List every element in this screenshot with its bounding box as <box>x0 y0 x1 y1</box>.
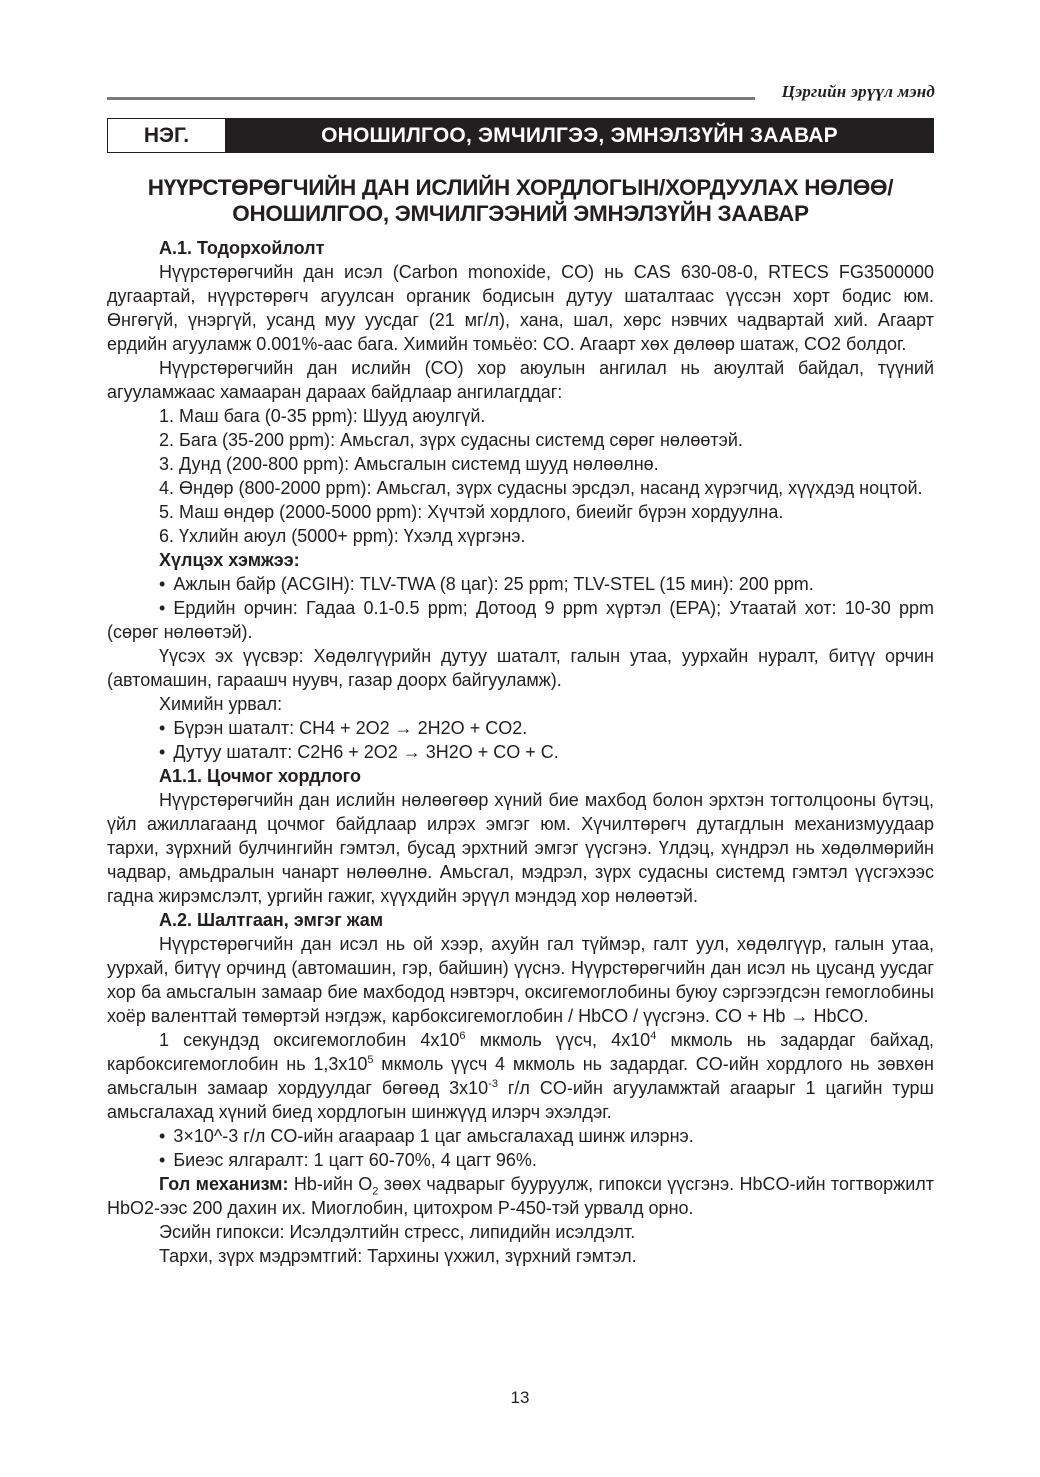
bullet-item-environment: • Ердийн орчин: Гадаа 0.1-0.5 ppm; Дотоод 9 ppm хүртэл (EPA); Утаатай хот: 10-30 ppm (сөрөг нөлөөтэй). <box>107 596 934 644</box>
list-item-level-2: 2. Бага (35-200 ppm): Амьсгал, зүрх судасны системд сөрөг нөлөөтэй. <box>159 430 743 450</box>
bullet-icon <box>159 598 173 618</box>
bullet-item-elimination: • Биеэс ялгаралт: 1 цагт 60-70%, 4 цагт 96%. <box>107 1148 934 1172</box>
bullet-item-workplace: • Ажлын байр (ACGIH): TLV-TWA (8 цаг): 25 ppm; TLV-STEL (15 мин): 200 ppm. <box>107 572 934 596</box>
list-item-level-3: 3. Дунд (200-800 ppm): Амьсгалын системд шууд нөлөөлнө. <box>159 454 659 474</box>
paragraph-sensitive-organs: Тархи, зүрх мэдрэмтгий: Тархины үхжил, зүрхний гэмтэл. <box>159 1246 637 1266</box>
bullet-icon <box>159 574 173 594</box>
header-rule <box>107 97 755 100</box>
section-heading-a1: А.1. Тодорхойлолт <box>159 238 325 258</box>
page-number: 13 <box>510 1388 530 1407</box>
document-title-line2: ОНОШИЛГОО, ЭМЧИЛГЭЭНИЙ ЭМНЭЛЗҮЙН ЗААВАР <box>232 201 809 226</box>
bullet-icon <box>159 1150 173 1170</box>
reaction-label: Химийн урвал: <box>159 694 283 714</box>
paragraph-kinetics: 1 секундэд оксигемоглобин $4х10^6$ мкмоль үүсч, $4х10^4$ мкмоль нь задардаг байхад, карбоксигемоглобин нь $1,3х10^5$ мкмоль үүсч 4 мкмоль нь задардаг. CO-ийн хордлого нь зөвхөн амьсгалын замаар хордуулдаг бөгөөд $3х10^{-3}$ г/л CO-ийн агууламжтай агаарыг 1 цагийн турш амьсгалахад хүний биед хордлогын шинжүүд илэрч эхэлдэг. <box>107 1030 934 1122</box>
list-item-level-1: 1. Маш бага (0-35 ppm): Шууд аюулгүй. <box>159 406 486 426</box>
list-item-level-5: 5. Маш өндөр (2000-5000 ppm): Хүчтэй хордлого, биеийг бүрэн хордуулна. <box>159 502 784 522</box>
bullet-item-symptom-threshold: • 3×10^-3 г/л CO-ийн агаараар 1 цаг амьсгалахад шинж илэрнэ. <box>107 1124 934 1148</box>
list-item-level-4: 4. Өндөр (800-2000 ppm): Амьсгал, зүрх судасны эрсдэл, насанд хүрэгчид, хүүхдэд ноцтой. <box>159 478 923 498</box>
document-title <box>107 175 934 227</box>
paragraph-mechanism: Гол механизм: Hb-ийн $O_2$ зөөх чадварыг бууруулж, гипокси үүсгэнэ. HbCO-ийн тогтворжилт HbO2-ээс 200 дахин их. Миоглобин, цитохром P-450-тэй урвалд орно. <box>107 1174 935 1218</box>
bullet-item-complete-combustion: • Бүрэн шаталт: CH4 + 2O2 → 2H2O + CO2. <box>107 716 934 740</box>
running-header <box>107 82 935 106</box>
paragraph-causes: Нүүрстөрөгчийн дан исэл нь ой хээр, ахуйн гал түймэр, галт уул, хөдөлгүүр, галын утаа, уурхай, битүү орчинд (автомашин, гэр, байшин) үүснэ. Нүүрстөрөгчийн дан исэл нь цусанд уусдаг хор ба амьсгалын замаар бие махбодод нэвтэрч, оксигемоглобины буюу сэргээгдсэн гемоглобины хоёр валенттай төмөртэй нэгдэж, карбоксигемоглобин / HbCO / үүсгэнэ. CO + Hb → HbCO. <box>107 934 934 1026</box>
paragraph-classification-intro: Нүүрстөрөгчийн дан ислийн (CO) хор аюулын ангилал нь аюултай байдал, түүний агууламжаас хамааран дараах байдлаар ангилагддаг: <box>107 358 934 402</box>
paragraph-acute-poisoning: Нүүрстөрөгчийн дан ислийн нөлөөгөөр хүний бие махбод болон эрхтэн тогтолцооны бүтэц, үйл ажиллагаанд цочмог байдлаар илрэх эмгэг юм. Хүчилтөрөгч дутагдлын механизмуудаар тархи, зүрхний булчингийн гэмтэл, бусад эрхтний эмгэг үүсгэнэ. Үлдэц, хүндрэл нь хөдөлмөрийн чадвар, амьдралын чанарт нөлөөлнө. Амьсгал, мэдрэл, зүрх судасны системд гэмтэл үүсгэхээс гадна жирэмслэлт, ургийн гажиг, хүүхдийн эрүүл мэндэд хор нөлөөтэй. <box>107 790 934 906</box>
chapter-number: НЭГ. <box>108 119 226 152</box>
paragraph-definition: Нүүрстөрөгчийн дан исэл (Carbon monoxide, CO) нь CAS 630-08-0, RTECS FG3500000 дугаартай, нүүрстөрөгч агуулсан органик бодисын дутуу шаталтаас үүссэн хорт бодис юм. Өнгөгүй, үнэргүй, усанд муу уусдаг (21 мг/л), хана, шал, хөрс нэвчих чадвартай хий. Агаарт ердийн агууламж 0.001%-аас бага. Химийн томьёо: CO. Агаарт хөх дөлөөр шатаж, CO2 болдог. <box>107 262 934 354</box>
section-heading-a2: А.2. Шалтгаан, эмгэг жам <box>159 910 384 930</box>
chapter-bar <box>107 118 934 153</box>
bullet-item-incomplete-combustion: • Дутуу шаталт: C2H6 + 2O2 → 3H2O + CO + C. <box>107 740 934 764</box>
body-text <box>107 236 934 1268</box>
chapter-title: ОНОШИЛГОО, ЭМЧИЛГЭЭ, ЭМНЭЛЗҮЙН ЗААВАР <box>226 119 933 152</box>
list-item-level-6: 6. Үхлийн аюул (5000+ ppm): Үхэлд хүргэнэ. <box>159 526 526 546</box>
paragraph-tissue-hypoxia: Эсийн гипокси: Исэлдэлтийн стресс, липидийн исэлдэлт. <box>159 1222 636 1242</box>
document-title-line1: НҮҮРСТӨРӨГЧИЙН ДАН ИСЛИЙН ХОРДЛОГЫН/ХОРДУУЛАХ НӨЛӨӨ/ <box>147 175 894 200</box>
subheading-limits: Хүлцэх хэмжээ: <box>159 550 300 570</box>
section-heading-a11: А1.1. Цочмог хордлого <box>159 766 361 786</box>
paragraph-sources: Үүсэх эх үүсвэр: Хөдөлгүүрийн дутуу шаталт, галын утаа, уурхайн нуралт, битүү орчин (автомашин, гараашч нуувч, газар доорх байгууламж). <box>107 646 934 690</box>
mechanism-label: Гол механизм: <box>159 1174 289 1194</box>
journal-name: Цэргийн эрүүл мэнд <box>781 82 935 101</box>
bullet-icon <box>159 742 173 762</box>
bullet-icon <box>159 1126 173 1146</box>
bullet-icon <box>159 718 173 738</box>
